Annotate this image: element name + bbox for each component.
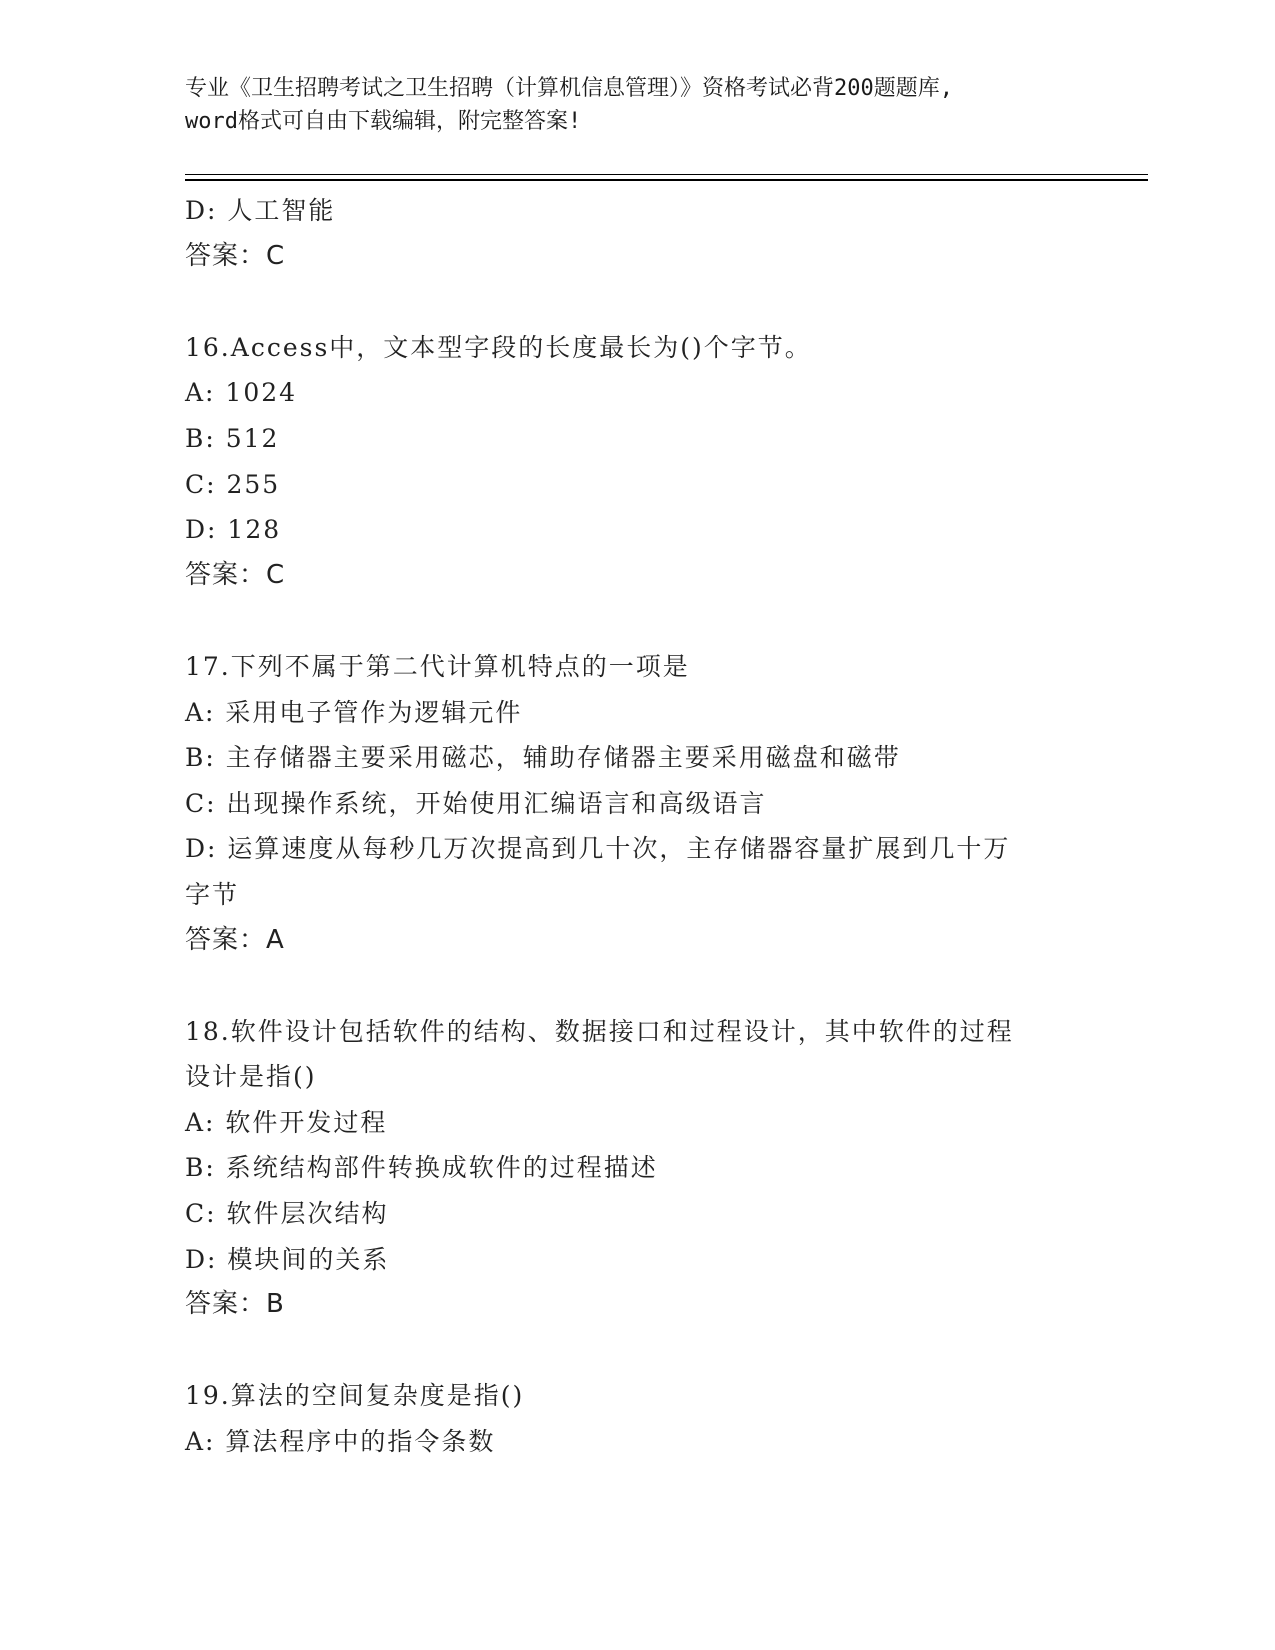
spacer bbox=[185, 1328, 1085, 1374]
spacer bbox=[185, 963, 1085, 1009]
prev-answer: 答案：C bbox=[185, 240, 286, 271]
spacer bbox=[185, 279, 1085, 325]
option-c: C: 255 bbox=[185, 469, 281, 499]
question-stem: 16.Access中，文本型字段的长度最长为()个字节。 bbox=[185, 332, 812, 362]
option-b: B: 主存储器主要采用磁芯，辅助存储器主要采用磁盘和磁带 bbox=[185, 743, 901, 773]
header-rule-thin bbox=[185, 174, 1148, 175]
option-c: C: 出现操作系统，开始使用汇编语言和高级语言 bbox=[185, 788, 767, 818]
question-16 bbox=[185, 325, 1085, 599]
prev-option-d: D: 人工智能 bbox=[185, 196, 336, 225]
question-17 bbox=[185, 644, 1085, 963]
document-header bbox=[185, 72, 1085, 138]
question-stem-continued: 设计是指() bbox=[185, 1062, 317, 1092]
option-b: B: 512 bbox=[185, 423, 280, 453]
option-d: D: 运算速度从每秒几万次提高到几十次，主存储器容量扩展到几十万 bbox=[185, 834, 1011, 864]
header-rule-thick bbox=[185, 179, 1148, 181]
option-a: A: 软件开发过程 bbox=[185, 1107, 388, 1137]
answer: 答案：A bbox=[185, 924, 285, 955]
spacer bbox=[185, 598, 1085, 644]
answer: 答案：B bbox=[185, 1289, 285, 1320]
option-a: A: 采用电子管作为逻辑元件 bbox=[185, 697, 523, 727]
question-19 bbox=[185, 1373, 1085, 1464]
option-d-continued: 字节 bbox=[185, 879, 240, 909]
answer: 答案：C bbox=[185, 559, 286, 590]
question-stem: 18.软件设计包括软件的结构、数据接口和过程设计，其中软件的过程 bbox=[185, 1016, 1014, 1046]
header-title-line-1: 专业《卫生招聘考试之卫生招聘（计算机信息管理）》资格考试必背200题题库, bbox=[185, 76, 953, 101]
question-18 bbox=[185, 1009, 1085, 1328]
option-a: A: 算法程序中的指令条数 bbox=[185, 1427, 496, 1457]
option-d: D: 模块间的关系 bbox=[185, 1244, 390, 1274]
option-d: D: 128 bbox=[185, 515, 282, 545]
question-stem: 17.下列不属于第二代计算机特点的一项是 bbox=[185, 651, 690, 681]
question-list bbox=[185, 188, 1085, 1465]
question-stem: 19.算法的空间复杂度是指() bbox=[185, 1381, 525, 1411]
option-b: B: 系统结构部件转换成软件的过程描述 bbox=[185, 1153, 658, 1183]
header-title-line-2: word格式可自由下载编辑，附完整答案! bbox=[185, 109, 582, 134]
option-c: C: 软件层次结构 bbox=[185, 1199, 389, 1229]
option-a: A: 1024 bbox=[185, 378, 298, 408]
